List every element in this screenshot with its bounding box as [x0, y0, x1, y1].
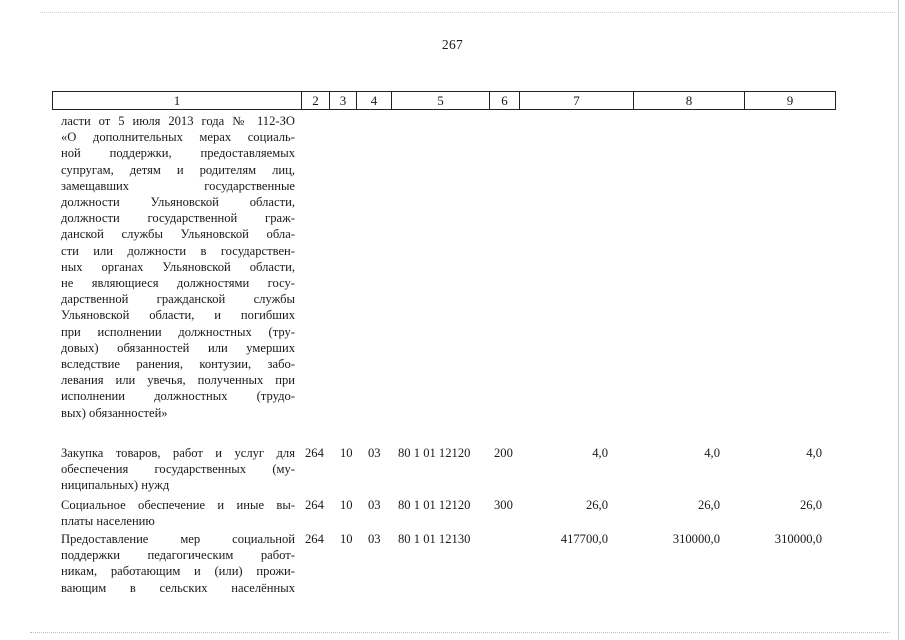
header-col-5: 5: [392, 92, 490, 109]
description-line: «О дополнительных мерах социаль-: [61, 130, 295, 145]
cell-amount-col7: 26,0: [585, 498, 608, 512]
cell-section-code: 10: [340, 532, 353, 546]
description-line: Закупка товаров, работ и услуг для: [61, 446, 295, 460]
cell-expense-type: 200: [494, 446, 513, 460]
cell-amount-col7: 417700,0: [560, 532, 608, 546]
cell-ministry-code: 264: [305, 532, 324, 546]
description-line: ласти от 5 июля 2013 года № 112-ЗО: [61, 114, 295, 128]
cell-section-code: 10: [340, 446, 353, 460]
header-col-3: 3: [330, 92, 357, 109]
cell-amount-col7: 4,0: [592, 446, 608, 460]
cell-amount-col8: 26,0: [697, 498, 720, 512]
header-col-6: 6: [490, 92, 520, 109]
description-line: супругам, детям и родителям лиц,: [61, 162, 295, 177]
cell-target-article: 80 1 01 12120: [398, 446, 471, 460]
cell-subsection-code: 03: [368, 446, 381, 460]
description-line: Ульяновской области, и погибших: [61, 308, 295, 323]
row-description: [61, 497, 295, 529]
row-description: [61, 113, 295, 421]
description-line: ных органах Ульяновской области,: [61, 259, 295, 274]
header-col-2: 2: [302, 92, 330, 109]
description-line: вых) обязанностей»: [61, 405, 168, 420]
scan-edge-right: [898, 0, 899, 640]
cell-amount-col8: 310000,0: [672, 532, 720, 546]
description-line: при исполнении должностных (тру-: [61, 324, 295, 339]
description-line: поддержки педагогическим работ-: [61, 548, 295, 563]
cell-amount-col9: 26,0: [799, 498, 822, 512]
header-col-8: 8: [634, 92, 745, 109]
description-line: ниципальных) нужд: [61, 478, 170, 493]
description-line: никам, работающим и (или) прожи-: [61, 564, 295, 579]
description-line: данской службы Ульяновской обла-: [61, 227, 295, 242]
header-col-1: 1: [53, 92, 302, 109]
description-line: дарственной гражданской службы: [61, 292, 295, 307]
header-col-7: 7: [520, 92, 634, 109]
description-line: платы населению: [61, 514, 155, 529]
cell-amount-col9: 4,0: [806, 446, 822, 460]
cell-expense-type: 300: [494, 498, 513, 512]
description-line: обеспечения государственных (му-: [61, 462, 295, 477]
description-line: не являющиеся должностями госу-: [61, 276, 295, 291]
description-line: должности государственной граж-: [61, 211, 295, 226]
cell-ministry-code: 264: [305, 498, 324, 512]
cell-subsection-code: 03: [368, 532, 381, 546]
description-line: исполнении должностных (трудо-: [61, 389, 295, 404]
description-line: Предоставление мер социальной: [61, 532, 295, 546]
cell-ministry-code: 264: [305, 446, 324, 460]
row-description: [61, 531, 295, 596]
description-line: левания или увечья, полученных при: [61, 373, 295, 388]
description-line: вающим в сельских населённых: [61, 580, 295, 595]
row-description: [61, 445, 295, 494]
description-line: вследствие ранения, контузии, забо-: [61, 357, 295, 372]
table-header-row: [52, 91, 836, 110]
page-number: 267: [441, 37, 464, 52]
cell-subsection-code: 03: [368, 498, 381, 512]
description-line: замещавших государственные: [61, 178, 295, 193]
description-line: Социальное обеспечение и иные вы-: [61, 498, 295, 512]
description-line: должности Ульяновской области,: [61, 195, 295, 210]
cell-target-article: 80 1 01 12120: [398, 498, 471, 512]
description-line: довых) обязанностей или умерших: [61, 340, 295, 355]
description-line: ной поддержки, предоставляемых: [61, 146, 295, 161]
scan-edge-bottom: [30, 632, 890, 634]
cell-section-code: 10: [340, 498, 353, 512]
description-line: сти или должности в государствен-: [61, 243, 295, 258]
scan-edge-top: [40, 12, 895, 14]
header-col-4: 4: [357, 92, 392, 109]
cell-target-article: 80 1 01 12130: [398, 532, 471, 546]
cell-amount-col9: 310000,0: [774, 532, 822, 546]
header-col-9: 9: [786, 93, 794, 108]
cell-amount-col8: 4,0: [704, 446, 720, 460]
